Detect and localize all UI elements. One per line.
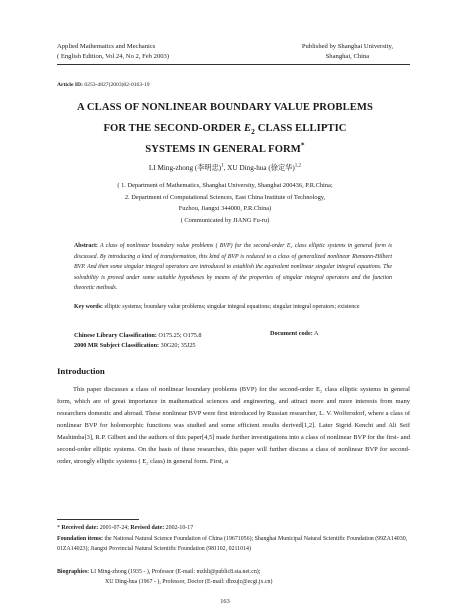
author-separator: , [223,164,228,172]
communicated-by: ( Communicated by JIANG Fu-ru) [180,216,270,224]
keywords-label: Key words: [74,304,103,310]
article-id [57,82,150,88]
title-line-2-post: CLASS ELLIPTIC [254,123,347,134]
msc-label: 2000 MR Subject Classification: [74,342,160,349]
publisher-header [302,42,393,62]
biography-1: LI Ming-zhong (1935 - ), Professor (E-mail: mzhli@public8.sta.net.cn); [89,569,261,575]
title-line-1: A CLASS OF NONLINEAR BOUNDARY VALUE PROBLEMS [77,102,373,113]
affiliation-2: 2. Department of Computational Sciences, East China Institute of Technology, [124,193,326,201]
author-1-affil: 1 [221,163,224,169]
received-mark: * [57,525,60,531]
mr-subject-classification [74,342,196,349]
author-line [40,163,410,173]
affiliation-1: ( 1. Department of Mathematics, Shanghai University, Shanghai 200436, P.R.China; [117,182,333,189]
journal-name: Applied Mathematics and Mechanics [57,43,156,50]
clc-value: O175.25; O175.8 [156,332,202,339]
abstract-text: A class of nonlinear boundary value problems ( BVP) for the second-order E₂ class elliptic systems in general form is discussed. By introducing a kind of transformation, this kind of BVP is reduced to a class of generalized nonlinear Riemann-Hilbert BVP. And then some singular integral operators are introduced to establish the equivalent nonlinear singular integral equations. The solvability is proved under some suitable hypotheses by means of the properties of singular integral operators and the function theoretic methods. [74,243,392,292]
keywords-text: elliptic systems; boundary value problems; singular integral equations; singular integral operators; existence [102,304,360,310]
title-line-2-pre: FOR THE SECOND-ORDER [103,123,244,134]
page-number: 163 [220,598,230,605]
foundation-text: the National Natural Science Foundation of China (19671056); Shanghai Municipal Natural Scientific Foundation (99ZA14030, 01ZA14023); Jiangxi Provincial Natural Scientific Foundation (981102, 0211014) [57,536,408,553]
journal-issue: ( English Edition, Vol 24, No 2, Feb 2003) [57,53,170,60]
footnote-dates [57,523,410,533]
affiliations [40,180,410,226]
author-2: XU Ding-hua (徐定华) [227,164,295,172]
biographies-label: Biographies: [57,569,90,575]
received-value: 2001-07-24; [98,525,129,531]
footnote-foundation [57,534,410,555]
introduction-heading: Introduction [57,366,105,376]
abstract-label: Abstract: [74,243,98,249]
author-1: LI Ming-zhong (李明忠) [148,164,222,172]
title-line-2 [40,118,410,139]
journal-header [57,42,169,62]
author-2-affil: 1,2 [294,163,302,169]
abstract [74,241,392,294]
title-symbol: E [243,123,252,134]
biography-2: XU Ding-hua (1967 - ), Professor, Doctor (E-mail: dhxujc@ecgi.jx.cn) [105,579,273,586]
document-code [270,330,318,337]
header-rule [57,64,410,65]
title-subscript: 2 [251,127,255,137]
keywords [74,302,392,313]
footnote-biographies [57,567,410,588]
affiliation-2-city: Fuzhou, Jiangxi 344000, P.R.China) [178,205,272,213]
msc-value: 30G20; 35J25 [159,342,196,349]
publisher-line: Published by Shanghai University, [301,43,393,50]
received-label: Received date: [61,525,99,531]
title-line-3-text: SYSTEMS IN GENERAL FORM [145,144,301,155]
paper-title [40,97,410,160]
title-footnote-mark: * [300,140,305,150]
clc-label: Chinese Library Classification: [74,332,157,339]
doc-code-value: A [312,330,319,337]
article-id-value: 0253-4827(2003)02-0163-19 [84,82,150,88]
footnote-rule [57,519,139,520]
foundation-label: Foundation items: [57,536,103,542]
title-line-3 [40,139,410,160]
publisher-city: Shanghai, China [325,53,370,60]
revised-value: 2002-10-17 [164,525,194,531]
article-id-label: Article ID: [57,82,83,88]
introduction-paragraph: This paper discusses a class of nonlinear boundary problems (BVP) for the second-order E₂ class elliptic systems in general form, which are of great importance in mathematical sciences and engineering, and attract more and more interests from many researchers domestic and abroad. These nonlinear BVP were first introduced by Russian researcher, L. V. Wolfersdorf, where a class of nonlinear BVP for holomorphic functions was studied and some efficient results derived[1,2]. Later Sigrid Kencht and Ali Seif Mashimba[3], R.P. Gilbert and the authors of this paper[4,5] made further investigations into a class of nonlinear BVP for the first- and second-order elliptic systems. On the basis of these researches, this paper will further discuss a class of nonlinear BVP for second-order, strongly elliptic systems ( E₂ class) in general form. First, a [57,386,410,465]
library-classification [74,330,202,341]
revised-label: Revised date: [128,525,165,531]
doc-code-label: Document code: [270,330,313,337]
